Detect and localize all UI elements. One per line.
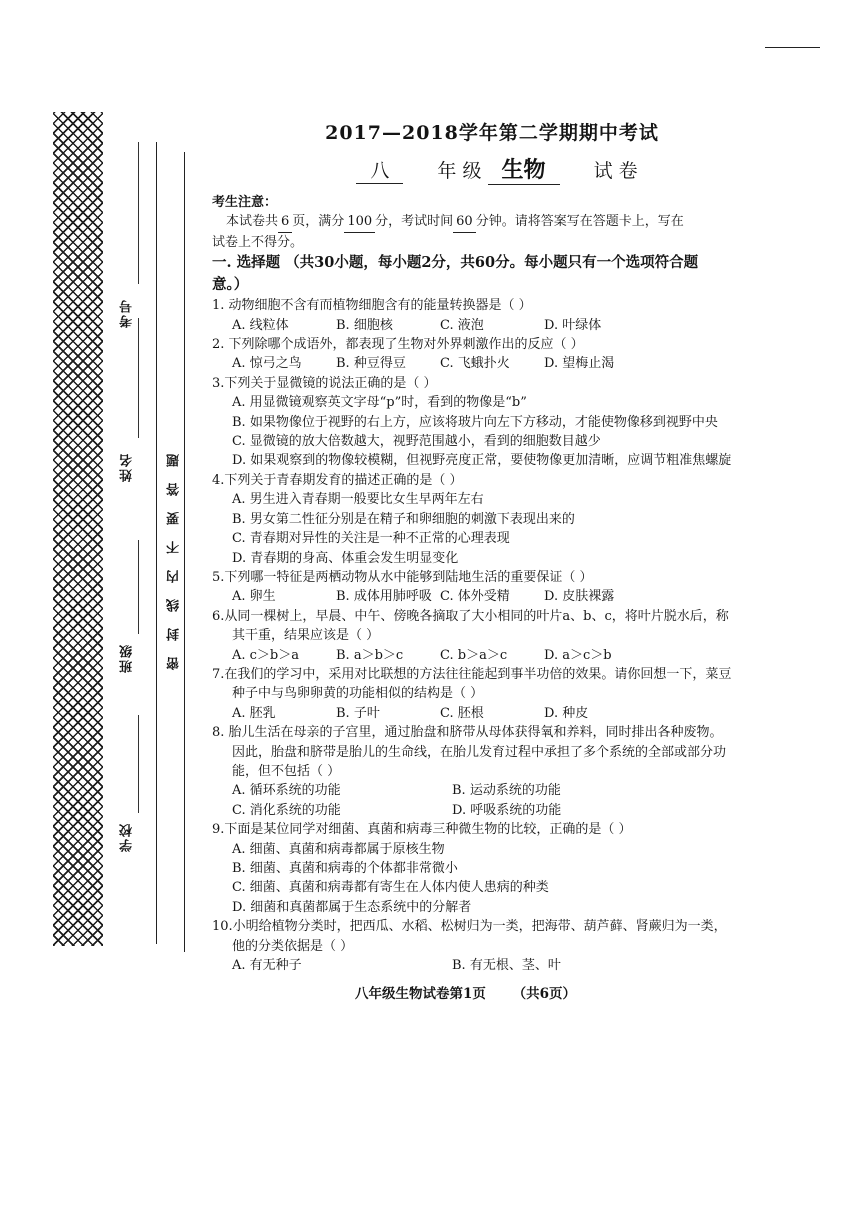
question-stem: 7.在我们的学习中，采用对比联想的方法往往能起到事半功倍的效果。请你回想一下，菜豆	[212, 666, 732, 682]
question-option: D. a＞c＞b	[544, 647, 612, 663]
option-row	[212, 956, 752, 975]
class-field	[138, 540, 139, 634]
option-row	[212, 646, 752, 665]
question-stem: 5.下列哪一特征是两栖动物从水中能够到陆地生活的重要保证（ ）	[212, 569, 593, 585]
question-stem: 8. 胎儿生活在母亲的子宫里，通过胎盘和脐带从母体获得氧和养料，同时排出各种废物。	[212, 725, 723, 741]
question-stem: 6.从同一棵树上，早晨、中午、傍晚各摘取了大小相同的叶片a、b、c，将叶片脱水后，称	[212, 608, 729, 624]
exam-content	[212, 118, 752, 975]
question-option: D. 呼吸系统的功能	[452, 802, 562, 818]
question-option: D. 细菌和真菌都属于生态系统中的分解者	[232, 899, 472, 915]
question-option: C. 显微镜的放大倍数越大，视野范围越小，看到的细胞数目越少	[232, 434, 601, 450]
footer-page: 八年级生物试卷第1页	[355, 986, 486, 1002]
question-option: B. 男女第二性征分别是在精子和卵细胞的刺激下表现出来的	[232, 511, 575, 527]
page-footer	[355, 982, 576, 1002]
seal-pattern-strip	[53, 112, 103, 946]
exam-no-label: 考号	[120, 298, 135, 328]
question-option: B. 有无根、茎、叶	[452, 958, 561, 974]
question-stem: 因此，胎盘和脐带是胎儿的生命线，在胎儿发育过程中承担了多个系统的全部或部分功	[232, 744, 727, 760]
question-option: B. 成体用肺呼吸	[336, 589, 432, 605]
question-option: D. 望梅止渴	[544, 356, 615, 372]
question-option: C. 消化系统的功能	[232, 802, 341, 818]
option-row	[212, 316, 752, 335]
question-4	[212, 471, 752, 568]
question-stem: 1. 动物细胞不含有而植物细胞含有的能量转换器是（ ）	[212, 298, 532, 314]
question-option: A. 细菌、真菌和病毒都属于原核生物	[232, 841, 445, 857]
question-10	[212, 917, 752, 975]
paper-word: 试 卷	[593, 160, 638, 182]
notice-heading: 考生注意：	[212, 195, 278, 210]
question-stem: 3.下列关于显微镜的说法正确的是（ ）	[212, 375, 437, 391]
exam-subtitle	[242, 153, 752, 185]
option-row	[212, 587, 752, 606]
question-2	[212, 335, 752, 374]
name-label: 姓名	[120, 452, 135, 482]
question-3	[212, 374, 752, 471]
question-option: B. 子叶	[336, 705, 380, 721]
question-stem: 其干重，结果应该是（ ）	[232, 628, 380, 644]
question-option: A. c＞b＞a	[232, 647, 300, 663]
time-value: 60	[453, 212, 476, 232]
class-label: 班级	[120, 643, 135, 673]
question-stem: 10.小明给植物分类时，把西瓜、水稻、松树归为一类，把海带、葫芦藓、肾蕨归为一类，	[212, 919, 727, 935]
question-option: D. 如果观察到的物像较模糊，但视野亮度正常，要使物像更加清晰，应调节粗准焦螺旋	[232, 453, 732, 469]
question-option: C. 飞蛾扑火	[440, 356, 510, 372]
grade-word: 年 级	[437, 160, 482, 182]
question-stem: 种子中与鸟卵卵黄的功能相似的结构是（ ）	[232, 686, 484, 702]
question-stem: 4.下列关于青春期发育的描述正确的是（ ）	[212, 472, 463, 488]
question-option: B. a＞b＞c	[336, 647, 404, 663]
question-option: C. 液泡	[440, 317, 484, 333]
school-label: 学校	[120, 822, 135, 852]
section-heading-line-2: 意。）	[212, 276, 249, 294]
school-field	[138, 715, 139, 813]
question-8	[212, 723, 752, 820]
section-heading-line-1: 一. 选择题 （共30小题，每小题2分，共60分。每小题只有一个选项符合题	[212, 254, 699, 272]
question-option: A. 用显微镜观察英文字母“p”时，看到的物像是“b”	[232, 395, 527, 411]
pages-value: 6	[278, 212, 292, 232]
question-5	[212, 568, 752, 607]
question-option: A. 循环系统的功能	[232, 783, 341, 799]
binding-line-outer	[156, 142, 157, 944]
subject-value: 生物	[488, 153, 560, 185]
question-option: C. 青春期对异性的关注是一种不正常的心理表现	[232, 531, 510, 547]
question-option: B. 运动系统的功能	[452, 783, 561, 799]
question-option: C. 体外受精	[440, 589, 510, 605]
question-stem: 9.下面是某位同学对细菌、真菌和病毒三种微生物的比较，正确的是（ ）	[212, 822, 632, 838]
seal-notice: 密封线内不要答题	[167, 438, 182, 670]
grade-value: 八	[356, 156, 403, 184]
question-stem: 他的分类依据是（ ）	[232, 938, 354, 954]
question-option: D. 青春期的身高、体重会发生明显变化	[232, 550, 459, 566]
option-row	[212, 801, 752, 820]
question-option: B. 如果物像位于视野的右上方，应该将玻片向左下方移动，才能使物像移到视野中央	[232, 414, 718, 430]
notice-line-2: 试卷上不得分。	[212, 234, 304, 250]
option-row	[212, 704, 752, 723]
question-option: D. 种皮	[544, 705, 589, 721]
question-option: B. 细菌、真菌和病毒的个体都非常微小	[232, 861, 458, 876]
score-value: 100	[344, 212, 375, 232]
question-list	[212, 296, 752, 975]
exam-title: 2017—2018学年第二学期期中考试	[325, 122, 659, 144]
question-option: C. b＞a＞c	[440, 647, 508, 663]
question-option: A. 有无种子	[232, 958, 302, 974]
question-option: D. 叶绿体	[544, 317, 602, 333]
option-row	[212, 781, 752, 800]
question-option: A. 男生进入青春期一般要比女生早两年左右	[232, 492, 484, 508]
question-stem: 能，但不包括（ ）	[232, 763, 341, 779]
binding-line-inner	[184, 152, 185, 952]
exam-no-field	[138, 142, 139, 284]
question-1	[212, 296, 752, 335]
question-option: A. 卵生	[232, 589, 276, 605]
question-6	[212, 607, 752, 665]
footer-total: （共6页）	[512, 986, 577, 1002]
option-row	[212, 354, 752, 373]
question-option: A. 惊弓之鸟	[232, 356, 302, 372]
question-option: C. 胚根	[440, 705, 484, 721]
question-option: A. 胚乳	[232, 705, 276, 721]
name-field	[138, 318, 139, 438]
top-rule	[765, 47, 820, 48]
question-option: A. 线粒体	[232, 317, 289, 333]
question-7	[212, 665, 752, 723]
question-option: C. 细菌、真菌和病毒都有寄生在人体内使人患病的种类	[232, 880, 549, 896]
notice-line-1: 本试卷共 6 页，满分 100 分，考试时间 60 分钟。请将答案写在答题卡上，写在	[212, 212, 752, 232]
question-9	[212, 820, 752, 917]
question-option: B. 种豆得豆	[336, 356, 406, 372]
question-stem: 2. 下列除哪个成语外，都表现了生物对外界刺激作出的反应（ ）	[212, 337, 584, 353]
question-option: B. 细胞核	[336, 317, 393, 333]
question-option: D. 皮肤裸露	[544, 589, 615, 605]
